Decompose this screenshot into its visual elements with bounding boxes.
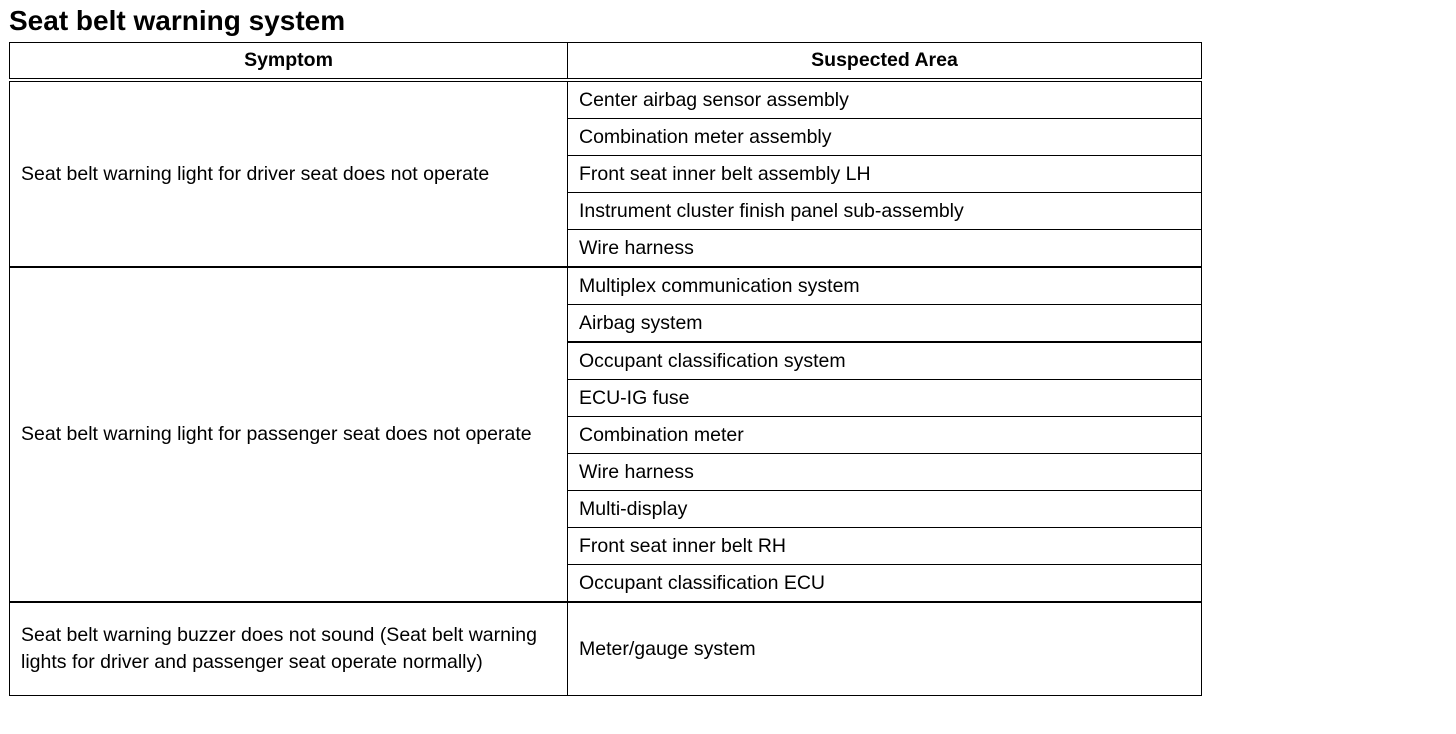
suspected-area-column-header: Suspected Area: [568, 43, 1202, 81]
suspected-area-cell: Meter/gauge system: [568, 602, 1202, 696]
table-row: [10, 267, 1202, 305]
suspected-area-cell: Multiplex communication system: [568, 267, 1202, 305]
suspected-area-cell: Center airbag sensor assembly: [568, 80, 1202, 119]
suspected-area-cell: ECU-IG fuse: [568, 380, 1202, 417]
table-header-row: [10, 43, 1202, 81]
table-row: [10, 80, 1202, 119]
suspected-area-cell: Front seat inner belt RH: [568, 528, 1202, 565]
suspected-area-cell: Combination meter assembly: [568, 119, 1202, 156]
suspected-area-cell: Occupant classification ECU: [568, 565, 1202, 603]
suspected-area-cell: Occupant classification system: [568, 342, 1202, 380]
suspected-area-cell: Wire harness: [568, 230, 1202, 268]
suspected-area-cell: Multi-display: [568, 491, 1202, 528]
symptom-cell: Seat belt warning light for driver seat does not operate: [10, 80, 568, 267]
table-row: [10, 602, 1202, 696]
symptom-column-header: Symptom: [10, 43, 568, 81]
symptom-cell: Seat belt warning buzzer does not sound (Seat belt warning lights for driver and passenger seat operate normally): [10, 602, 568, 696]
suspected-area-cell: Wire harness: [568, 454, 1202, 491]
suspected-area-table: [9, 42, 1202, 696]
suspected-area-cell: Front seat inner belt assembly LH: [568, 156, 1202, 193]
suspected-area-cell: Instrument cluster finish panel sub-assembly: [568, 193, 1202, 230]
suspected-area-cell: Combination meter: [568, 417, 1202, 454]
symptom-cell: Seat belt warning light for passenger seat does not operate: [10, 267, 568, 602]
page-title: Seat belt warning system: [9, 5, 346, 36]
suspected-area-cell: Airbag system: [568, 305, 1202, 343]
